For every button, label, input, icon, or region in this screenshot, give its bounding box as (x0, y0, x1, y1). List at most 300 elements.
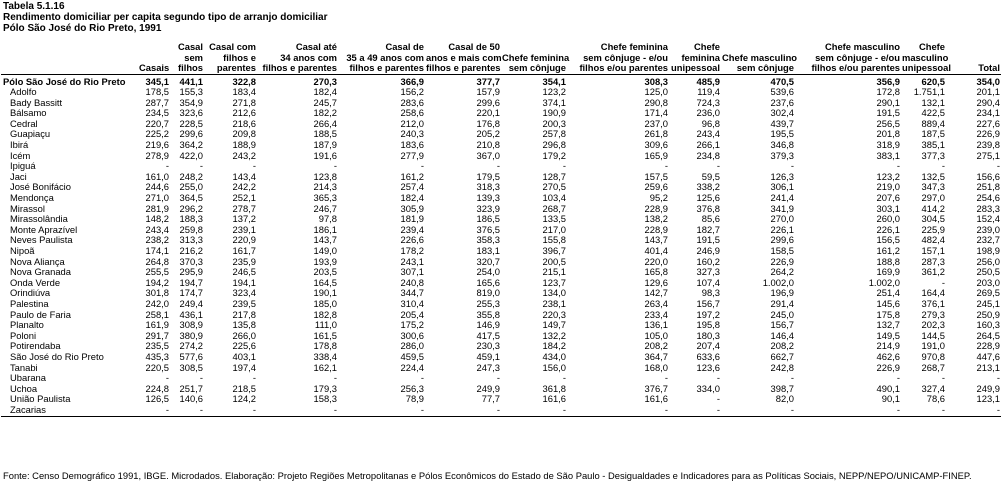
table-cell: 217,8 (232, 309, 256, 320)
table-cell: 123,8 (313, 171, 337, 182)
table-cell: 313,3 (179, 235, 203, 246)
table-cell: - (996, 373, 1000, 384)
table-cell: 238,1 (542, 298, 566, 309)
table-cell: 220,1 (476, 108, 500, 119)
table-cell: 138,2 (644, 214, 668, 225)
table-cell: 258,1 (145, 309, 169, 320)
row-label: Pólo São José do Rio Preto (3, 75, 126, 87)
table-row (1, 151, 1001, 162)
table-cell: 193,9 (313, 256, 337, 267)
table-row (1, 119, 1001, 130)
table-cell: 245,0 (770, 309, 794, 320)
row-label: Cedral (10, 118, 38, 129)
table-cell: 295,9 (179, 267, 203, 278)
table-cell: 266,4 (313, 118, 337, 129)
table-cell: 462,6 (876, 351, 900, 362)
table-row (1, 299, 1001, 310)
table-cell: 201,8 (876, 129, 900, 140)
table-cell: 161,5 (313, 330, 337, 341)
table-cell: 225,6 (232, 341, 256, 352)
table-cell: 161,2 (400, 171, 424, 182)
table-cell: 136,1 (644, 320, 668, 331)
table-cell: 370,3 (179, 256, 203, 267)
table-cell: 299,6 (179, 129, 203, 140)
table-cell: 396,7 (542, 246, 566, 256)
table-cell: 96,8 (701, 118, 720, 129)
table-cell: 174,1 (145, 246, 169, 256)
table-cell: 271,8 (232, 97, 256, 108)
table-cell: 305,9 (400, 203, 424, 214)
table-cell: 183,4 (232, 87, 256, 98)
table-cell: 662,7 (770, 351, 794, 362)
table-cell: 149,7 (542, 320, 566, 331)
table-cell: - (716, 394, 720, 405)
table-cell: 283,3 (976, 203, 1000, 214)
table-cell: 290,8 (644, 97, 668, 108)
table-cell: 246,7 (313, 203, 337, 214)
table-cell: 347,3 (921, 182, 945, 193)
table-cell: 1.002,0 (868, 277, 900, 288)
table-cell: 261,8 (644, 129, 668, 140)
table-cell: 123,2 (542, 87, 566, 98)
table-cell: 179,3 (313, 383, 337, 394)
table-cell: 164,4 (921, 288, 945, 299)
table-cell: 306,1 (770, 182, 794, 193)
table-cell: 354,9 (179, 97, 203, 108)
table-cell: 365,3 (313, 193, 337, 204)
table-row (1, 331, 1001, 342)
table-cell: 290,1 (876, 97, 900, 108)
table-cell: 302,4 (770, 108, 794, 119)
table-cell: 219,0 (876, 182, 900, 193)
table-cell: 251,7 (179, 383, 203, 394)
table-row (1, 108, 1001, 119)
table-cell: 183,6 (400, 140, 424, 151)
table-cell: 164,5 (313, 277, 337, 288)
table-cell: 178,8 (313, 341, 337, 352)
table-cell: 459,1 (476, 351, 500, 362)
table-cell: 239,0 (976, 224, 1000, 235)
table-cell: 322,8 (232, 75, 256, 87)
table-cell: 290,4 (976, 97, 1000, 108)
table-cell: 422,0 (179, 150, 203, 161)
table-cell: 226,9 (876, 362, 900, 373)
table-cell: 256,3 (400, 383, 424, 394)
table-cell: 215,1 (542, 267, 566, 278)
table-cell: 143,4 (232, 171, 256, 182)
table-cell: 470,5 (770, 75, 794, 87)
table-cell: 175,2 (400, 320, 424, 331)
table-cell: 182,2 (313, 108, 337, 119)
table-cell: 194,7 (179, 277, 203, 288)
table-cell: 155,8 (542, 235, 566, 246)
table-cell: 191,0 (921, 341, 945, 352)
table-cell: 228,5 (179, 118, 203, 129)
table-cell: 78,6 (926, 394, 945, 405)
table-cell: 299,6 (770, 235, 794, 246)
table-cell: 291,7 (145, 330, 169, 341)
table-cell: 249,4 (179, 298, 203, 309)
column-header: Chefe feminina sem cônjuge - e/ou filhos e/ou parentes (567, 37, 669, 74)
table-cell: 379,3 (770, 150, 794, 161)
table-cell: 224,8 (145, 383, 169, 394)
column-header: Casal até 34 anos com filhos e parentes (257, 37, 338, 74)
table-cell: 172,8 (876, 87, 900, 98)
table-cell: 191,6 (313, 150, 337, 161)
table-cell: 341,9 (770, 203, 794, 214)
table-cell: 278,9 (145, 150, 169, 161)
table-cell: - (170, 405, 204, 416)
table-row (1, 193, 1001, 204)
table-cell: 197,2 (696, 309, 720, 320)
table-cell: 230,3 (476, 341, 500, 352)
table-row (1, 288, 1001, 299)
table-cell: 196,9 (770, 288, 794, 299)
table-row (1, 172, 1001, 183)
table-cell: 374,1 (542, 97, 566, 108)
table-cell: 277,9 (400, 150, 424, 161)
table-cell: 161,7 (232, 246, 256, 256)
table-cell: - (941, 161, 945, 172)
table-cell: 132,5 (921, 171, 945, 182)
column-header: Casal com filhos e parentes (204, 37, 257, 74)
row-label: Nova Granada (10, 267, 71, 278)
table-cell: 364,2 (179, 140, 203, 151)
table-cell: 376,7 (644, 383, 668, 394)
table-cell: 180,3 (696, 330, 720, 341)
table-cell: 724,3 (696, 97, 720, 108)
table-cell: 323,6 (179, 108, 203, 119)
table-cell: 98,3 (701, 288, 720, 299)
table-cell: 633,6 (696, 351, 720, 362)
table-cell: 182,4 (400, 193, 424, 204)
table-cell: 318,9 (876, 140, 900, 151)
table-cell: 90,1 (881, 394, 900, 405)
table-cell: 125,6 (696, 193, 720, 204)
table-cell: 212,0 (400, 118, 424, 129)
column-header: Casal de 35 a 49 anos com filhos e parentes (338, 37, 425, 74)
table-cell: - (333, 373, 337, 384)
table-cell: 435,3 (145, 351, 169, 362)
table-cell: 142,7 (644, 288, 668, 299)
table-cell: 819,0 (476, 288, 500, 299)
table-cell: 182,4 (313, 87, 337, 98)
column-header: Chefe masculino sem cônjuge (721, 37, 795, 74)
table-row (1, 214, 1001, 225)
table-cell: 213,1 (976, 362, 1000, 373)
table-cell: 251,4 (876, 288, 900, 299)
table-cell: 156,5 (876, 235, 900, 246)
table-cell: 95,2 (649, 193, 668, 204)
table-row (1, 257, 1001, 268)
row-label: Ibirá (10, 140, 29, 151)
table-cell: 77,7 (481, 394, 500, 405)
table-cell: 447,6 (976, 351, 1000, 362)
table-cell: 441,1 (179, 75, 203, 87)
table-row (1, 129, 1001, 140)
table-cell: 300,6 (400, 330, 424, 341)
table-cell: 179,2 (542, 150, 566, 161)
row-label: Uchoa (10, 383, 38, 394)
table-cell: 174,7 (179, 288, 203, 299)
table-row (1, 98, 1001, 109)
table-cell: 251,8 (976, 182, 1000, 193)
table-cell: 203,0 (976, 277, 1000, 288)
table-cell: 243,4 (145, 224, 169, 235)
table-cell: - (338, 405, 425, 416)
row-label: Ipiguá (10, 161, 36, 172)
table-cell: 208,2 (644, 341, 668, 352)
table-cell: 186,1 (313, 224, 337, 235)
table-cell: - (501, 405, 567, 416)
table-cell: 208,2 (770, 341, 794, 352)
table-cell: 123,2 (876, 171, 900, 182)
table-cell: 577,6 (179, 351, 203, 362)
table-row (1, 310, 1001, 321)
table-cell: 299,6 (476, 97, 500, 108)
table-cell: 356,9 (876, 75, 900, 87)
table-cell: 201,1 (976, 87, 1000, 98)
row-label: Tanabi (10, 362, 38, 373)
table-cell: 105,0 (644, 330, 668, 341)
table-cell: 250,9 (976, 309, 1000, 320)
row-label: Bady Bassitt (10, 97, 63, 108)
table-cell: 367,0 (476, 150, 500, 161)
table-cell: - (996, 161, 1000, 172)
table-cell: 242,2 (232, 182, 256, 193)
row-label: Poloni (10, 330, 37, 341)
source-note: Fonte: Censo Demográfico 1991, IBGE. Microdados. Elaboração: Projeto Regiões Metropolitanas e Pólos Econômicos do Estado de São Paulo - Desigualdades e Indicadores para as Políticas Sociais, NEPP/NEPO/UNICAMP-FINEP. (3, 470, 972, 481)
table-cell: - (252, 161, 256, 172)
table-cell: - (896, 161, 900, 172)
table-cell: 195,5 (770, 129, 794, 140)
table-cell: 218,6 (232, 118, 256, 129)
table-cell: 161,6 (542, 394, 566, 405)
table-cell: 270,3 (313, 75, 337, 87)
table-cell: 246,9 (696, 246, 720, 256)
table-cell: 232,7 (976, 235, 1000, 246)
table-cell: 198,9 (976, 246, 1000, 256)
table-cell: 459,5 (400, 351, 424, 362)
table-cell: - (721, 405, 795, 416)
table-cell: 207,6 (876, 193, 900, 204)
table-cell: - (420, 161, 424, 172)
table-cell: 182,7 (696, 224, 720, 235)
table-cell: 188,3 (179, 214, 203, 225)
table-cell: 191,5 (696, 235, 720, 246)
table-cell: 78,9 (405, 394, 424, 405)
table-cell: 254,0 (476, 267, 500, 278)
table-cell: 168,0 (644, 362, 668, 373)
table-cell: 190,1 (313, 288, 337, 299)
row-label: Paulo de Faria (10, 309, 71, 320)
table-cell: 218,5 (232, 383, 256, 394)
table-cell: 220,5 (145, 362, 169, 373)
row-label: Guapiaçu (10, 129, 51, 140)
table-cell: - (790, 373, 794, 384)
column-header: Casais (138, 37, 170, 74)
table-number: Tabela 5.1.16 (3, 1, 65, 12)
table-cell: 107,4 (696, 277, 720, 288)
table-cell: 263,4 (644, 298, 668, 309)
table-cell: 126,3 (770, 171, 794, 182)
table-cell: - (896, 373, 900, 384)
table-cell: 439,7 (770, 118, 794, 129)
table-cell: 247,3 (476, 362, 500, 373)
table-cell: 308,3 (644, 75, 668, 87)
table-row (1, 140, 1001, 151)
column-header: Chefe feminina unipessoal (669, 37, 721, 74)
table-cell: 889,4 (921, 118, 945, 129)
table-cell: 264,8 (145, 256, 169, 267)
column-header: Total (946, 37, 1001, 74)
table-cell: 82,0 (775, 394, 794, 405)
table-cell: 158,5 (770, 246, 794, 256)
table-cell: 202,3 (921, 320, 945, 331)
table-cell: 414,2 (921, 203, 945, 214)
table-cell: 307,1 (400, 267, 424, 278)
table-cell: 354,1 (542, 75, 566, 87)
table-row (1, 246, 1001, 257)
table-cell: 417,5 (476, 330, 500, 341)
table-cell: 158,3 (313, 394, 337, 405)
table-cell: 237,6 (770, 97, 794, 108)
table-cell: 257,4 (400, 182, 424, 193)
table-cell: 188,8 (876, 256, 900, 267)
table-cell: 187,9 (313, 140, 337, 151)
table-row (1, 394, 1001, 405)
table-cell: 209,8 (232, 129, 256, 140)
table-cell: 194,2 (145, 277, 169, 288)
table-cell: 157,9 (476, 87, 500, 98)
table-cell: 256,0 (976, 256, 1000, 267)
total-row (1, 74, 1001, 87)
table-cell: - (790, 161, 794, 172)
table-cell: 175,8 (876, 309, 900, 320)
table-cell: 304,5 (921, 214, 945, 225)
table-cell: 235,5 (145, 341, 169, 352)
table-cell: 255,5 (145, 267, 169, 278)
table-row (1, 405, 1001, 416)
table-cell: 146,4 (770, 330, 794, 341)
table-cell: 398,7 (770, 383, 794, 394)
table-row (1, 363, 1001, 374)
column-header: Chefe masculino unipessoal (901, 37, 946, 74)
row-label: Bálsamo (10, 108, 47, 119)
table-cell: - (562, 373, 566, 384)
table-cell: 123,1 (976, 394, 1000, 405)
table-cell: 119,4 (697, 87, 720, 98)
table-cell: 260,0 (876, 214, 900, 225)
table-cell: 258,6 (400, 108, 424, 119)
table-cell: 85,6 (701, 214, 720, 225)
table-cell: 376,8 (696, 203, 720, 214)
table-cell: 178,5 (145, 87, 169, 98)
table-cell: 303,1 (876, 203, 900, 214)
table-row (1, 235, 1001, 246)
header-row (1, 37, 1001, 74)
table-cell: 327,4 (921, 383, 945, 394)
table-cell: 297,0 (921, 193, 945, 204)
table-cell: - (138, 405, 170, 416)
table-cell: 377,3 (921, 150, 945, 161)
table-cell: - (716, 161, 720, 172)
table-cell: - (941, 373, 945, 384)
table-cell: 238,2 (145, 235, 169, 246)
table-cell: 243,4 (696, 129, 720, 140)
table-cell: 269,5 (976, 288, 1000, 299)
table-cell: 270,0 (770, 214, 794, 225)
table-cell: 165,6 (476, 277, 500, 288)
table-cell: 281,9 (145, 203, 169, 214)
table-cell: 133,5 (542, 214, 566, 225)
table-subtitle: Pólo São José do Rio Preto, 1991 (3, 23, 162, 34)
table-cell: 226,1 (876, 224, 900, 235)
table-cell: 283,6 (400, 97, 424, 108)
table-cell: 242,8 (770, 362, 794, 373)
table-cell: 482,4 (921, 235, 945, 246)
table-cell: 97,8 (318, 214, 337, 225)
table-cell: 376,1 (921, 298, 945, 309)
table-cell: 338,4 (313, 351, 337, 362)
table-cell: 266,0 (232, 330, 256, 341)
table-cell: 240,8 (400, 277, 424, 288)
table-cell: 355,8 (476, 309, 500, 320)
table-cell: 212,6 (232, 108, 256, 119)
table-cell: - (664, 373, 668, 384)
table-cell: 137,2 (232, 214, 256, 225)
table-cell: 401,4 (644, 246, 668, 256)
table-cell: 191,5 (876, 108, 900, 119)
table-cell: 287,7 (145, 97, 169, 108)
table-cell: 220,3 (542, 309, 566, 320)
table-cell: - (496, 373, 500, 384)
table-cell: 188,9 (232, 140, 256, 151)
table-cell: 264,5 (976, 330, 1000, 341)
table-cell: 179,5 (476, 171, 500, 182)
table-cell: 377,7 (476, 75, 500, 87)
table-cell: 157,1 (921, 246, 945, 256)
table-cell: 228,9 (644, 203, 668, 214)
table-cell: 236,0 (696, 108, 720, 119)
table-cell: 239,4 (400, 224, 424, 235)
table-cell: 256,5 (876, 118, 900, 129)
table-cell: 403,1 (232, 351, 256, 362)
table-cell: 187,5 (921, 129, 945, 140)
row-label: José Bonifácio (10, 182, 71, 193)
table-cell: 171,4 (644, 108, 668, 119)
table-cell: - (669, 405, 721, 416)
table-cell: 296,8 (542, 140, 566, 151)
table-cell: 225,2 (145, 129, 169, 140)
table-cell: 245,7 (313, 97, 337, 108)
table-cell: 220,0 (644, 256, 668, 267)
table-cell: 338,2 (696, 182, 720, 193)
row-label: Planalto (10, 320, 44, 331)
table-cell: 237,0 (644, 118, 668, 129)
table-cell: 220,7 (145, 118, 169, 129)
table-cell: - (901, 405, 946, 416)
table-cell: 354,0 (976, 75, 1000, 87)
table-row (1, 267, 1001, 278)
table-cell: 970,8 (921, 351, 945, 362)
table-cell: 485,9 (696, 75, 720, 87)
table-cell: 217,0 (542, 224, 566, 235)
table-cell: 59,5 (701, 171, 720, 182)
table-cell: 139,3 (476, 193, 500, 204)
table-cell: 239,1 (232, 224, 256, 235)
table-cell: - (257, 405, 338, 416)
